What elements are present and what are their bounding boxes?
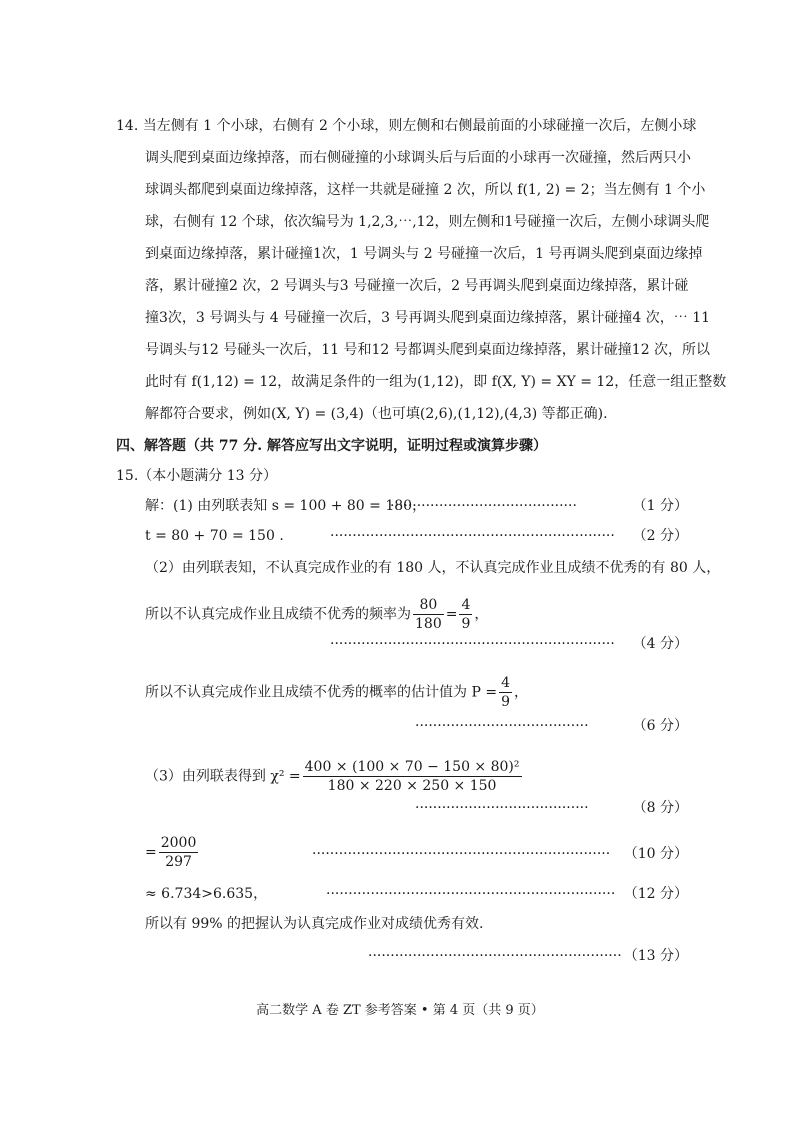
score-label: （10 分）	[623, 846, 688, 862]
fraction	[499, 674, 512, 711]
score-label: （8 分）	[632, 800, 688, 816]
score-label: （12 分）	[623, 886, 688, 902]
q14-line: 球，右侧有 12 个球，依次编号为 1,2,3,⋯,12，则左侧和1号碰撞一次后，左侧小球调头爬	[145, 214, 710, 230]
leader-dots: ·························································	[368, 948, 622, 964]
fraction	[303, 758, 522, 795]
q15-step2c	[145, 674, 528, 711]
leader-dots: ·······································	[415, 800, 589, 816]
denominator: 180	[415, 616, 442, 632]
leader-dots: ··········································	[390, 498, 577, 514]
leader-dots: ···································································	[312, 846, 611, 862]
q15-step3a	[145, 758, 524, 795]
denominator: 297	[165, 854, 192, 870]
denominator: 9	[461, 616, 471, 632]
score-label: （6 分）	[632, 718, 688, 734]
q14-line: 到桌面边缘掉落，累计碰撞1次，1 号调头与 2 号碰撞一次后，1 号再调头爬到桌面边缘掉	[145, 246, 703, 262]
q14-line: 落，累计碰撞2 次，2 号调头与3 号碰撞一次后，2 号再调头爬到桌面边缘掉落，累计碰	[145, 278, 689, 294]
q14-line: 解都符合要求，例如(X, Y) = (3,4)（也可填(2,6),(1,12),(4,3) 等都正确).	[145, 406, 608, 422]
text: 所以不认真完成作业且成绩不优秀的频率为	[145, 606, 411, 623]
numerator: 4	[501, 675, 510, 691]
score-label: （4 分）	[632, 636, 688, 652]
q15-conclusion: 所以有 99% 的把握认为认真完成作业对成绩优秀有效.	[145, 916, 484, 932]
q15-step3b	[145, 834, 200, 871]
equals: =	[145, 844, 157, 861]
q15-step2a: （2）由列联表知，不认真完成作业的有 180 人，不认真完成作业且成绩不优秀的有 80 人，	[145, 560, 721, 576]
leader-dots: ·································································	[326, 886, 616, 902]
q14-line: 号调头与12 号碰头一次后，11 号和12 号都调头爬到桌面边缘掉落，累计碰撞12 次，所以	[145, 342, 711, 358]
q14-line: 此时有 f(1,12) = 12，故满足条件的一组为(1,12)，即 f(X, Y) = XY = 12，任意一组正整数	[145, 374, 727, 390]
q15-header: 15.（本小题满分 13 分）	[116, 468, 277, 484]
q15-step1b: t = 80 + 70 = 150 .	[145, 528, 284, 544]
q14-line: 调头爬到桌面边缘掉落，而右侧碰撞的小球调头后与后面的小球再一次碰撞，然后两只小	[145, 150, 691, 166]
equals: =	[445, 606, 458, 623]
numerator: 2000	[160, 835, 197, 851]
fraction	[413, 596, 444, 633]
leader-dots: ································································	[330, 528, 615, 544]
numerator: 4	[461, 597, 471, 613]
text: ，	[474, 606, 489, 623]
q14-line: 14. 当左侧有 1 个小球，右侧有 2 个小球，则左侧和右侧最前面的小球碰撞一次后，左侧小球	[116, 118, 697, 134]
score-label: （2 分）	[632, 528, 688, 544]
q15-step1a: 解：(1) 由列联表知 s = 100 + 80 = 180，	[145, 498, 427, 514]
fraction	[159, 834, 199, 871]
leader-dots: ·······································	[415, 718, 589, 734]
q15-step3c: ≈ 6.734>6.635，	[145, 886, 268, 902]
denominator: 9	[501, 694, 510, 710]
score-label: （1 分）	[632, 498, 688, 514]
q14-line: 球调头都爬到桌面边缘掉落，这样一共就是碰撞 2 次，所以 f(1, 2) = 2；当左侧有 1 个小	[145, 182, 706, 198]
score-label: （13 分）	[623, 948, 688, 964]
q14-line: 撞3次，3 号调头与 4 号碰撞一次后，3 号再调头爬到桌面边缘掉落，累计碰撞4 次，⋯ 11	[145, 310, 711, 326]
denominator: 180 × 220 × 250 × 150	[327, 778, 497, 794]
section-heading: 四、解答题（共 77 分. 解答应写出文字说明，证明过程或演算步骤）	[116, 438, 547, 454]
numerator: 400 × (100 × 70 − 150 × 80)²	[304, 759, 520, 775]
numerator: 80	[413, 596, 444, 615]
text: （3）由列联表得到 χ² =	[145, 768, 301, 785]
leader-dots: ································································	[330, 636, 615, 652]
text: ，	[513, 684, 528, 701]
fraction	[459, 596, 472, 633]
q15-step2b	[145, 596, 488, 633]
page-footer: 高二数学 A 卷 ZT 参考答案 • 第 4 页（共 9 页）	[256, 1003, 544, 1018]
text: 所以不认真完成作业且成绩不优秀的概率的估计值为 P =	[145, 684, 498, 701]
